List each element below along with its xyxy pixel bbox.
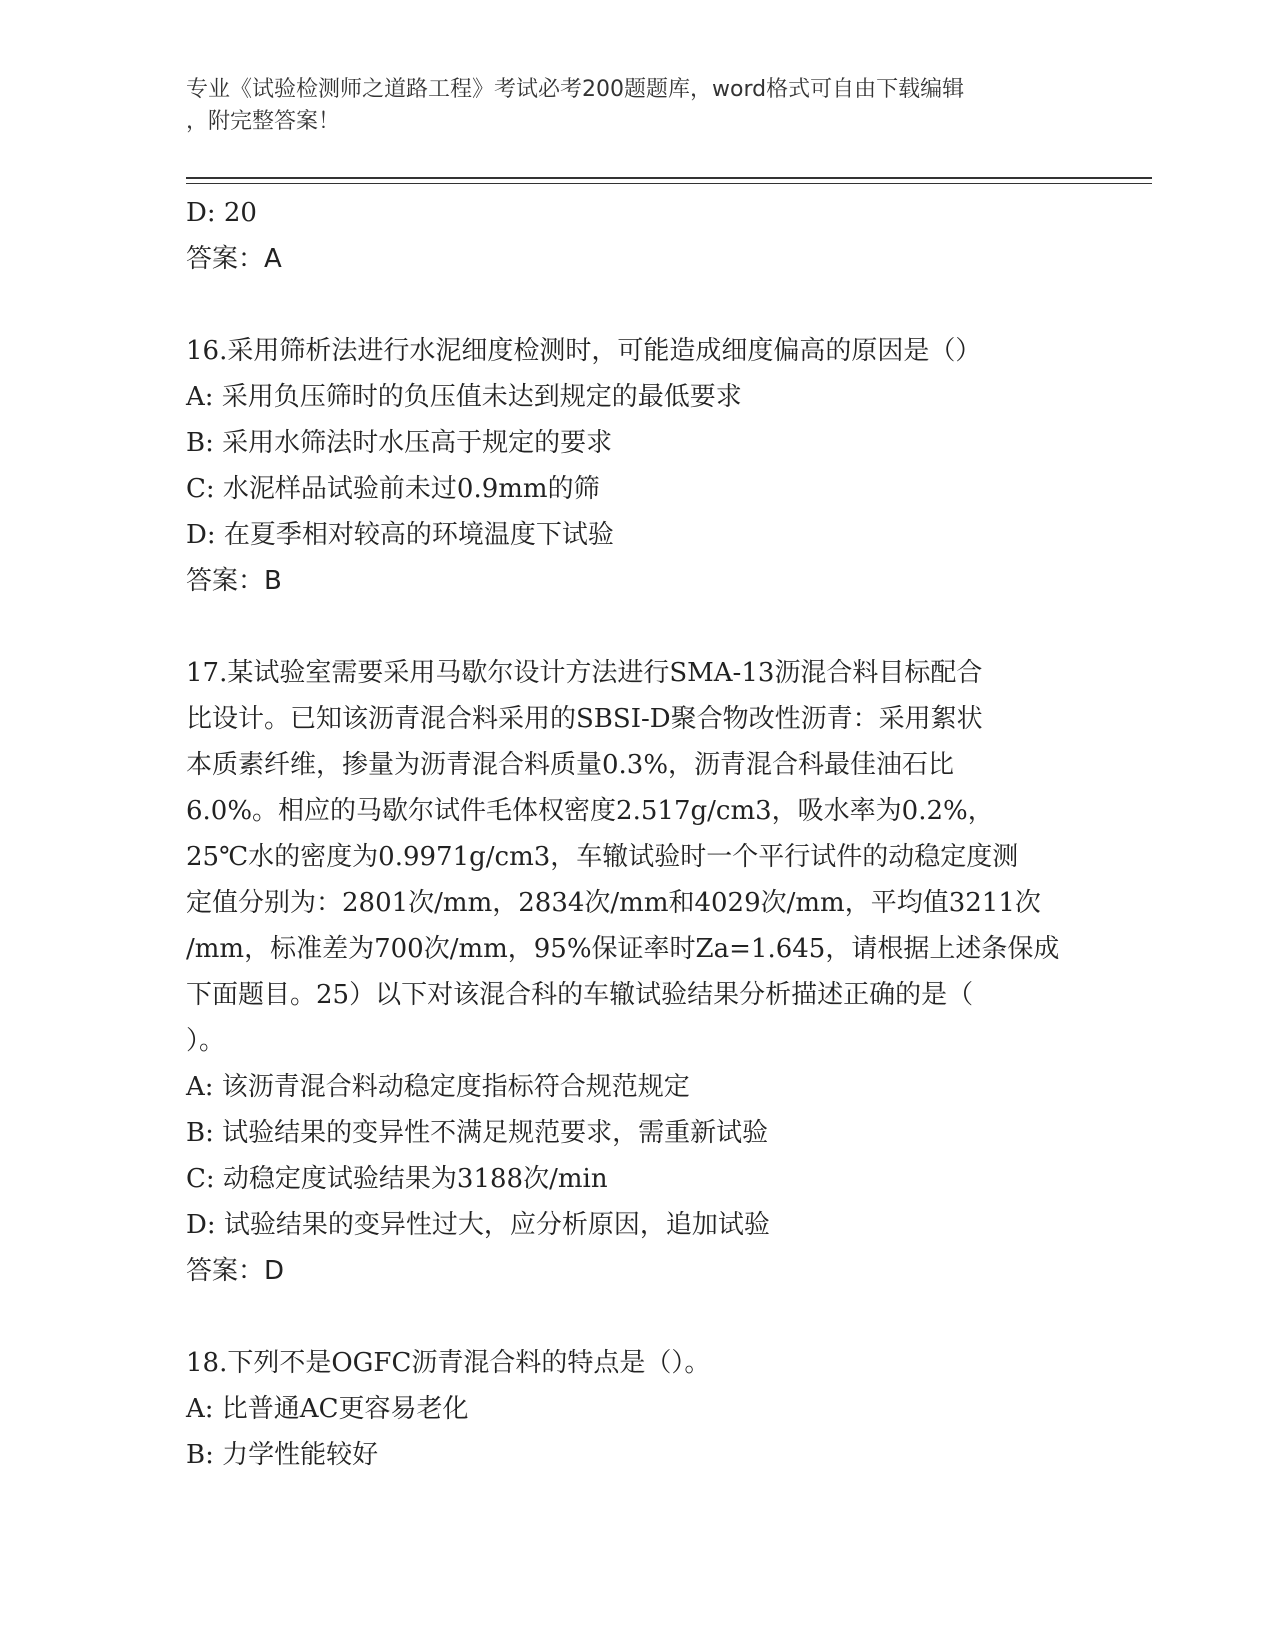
previous-question-tail [186, 190, 1086, 282]
question-stem: 16.采用筛析法进行水泥细度检测时，可能造成细度偏高的原因是（） [186, 336, 982, 366]
spacer [186, 282, 1086, 328]
spacer [186, 604, 1086, 650]
header-divider-thick [186, 177, 1152, 179]
header-title-line-2: ，附完整答案！ [186, 109, 341, 134]
question-stem-line: 25℃水的密度为0.9971g/cm3，车辙试验时一个平行试件的动稳定度测 [186, 842, 1019, 872]
option-d: D: 在夏季相对较高的环境温度下试验 [186, 520, 614, 550]
option-d: D: 试验结果的变异性过大，应分析原因，追加试验 [186, 1210, 770, 1240]
question-stem-line: 17.某试验室需要采用马歇尔设计方法进行SMA-13沥混合料目标配合 [186, 658, 983, 688]
option-a: A: 该沥青混合料动稳定度指标符合规范规定 [186, 1072, 690, 1102]
question-stem-line: 比设计。已知该沥青混合料采用的SBSI-D聚合物改性沥青：采用絮状 [186, 704, 983, 734]
header-title-line-1: 专业《试验检测师之道路工程》考试必考200题题库，word格式可自由下载编辑 [186, 77, 965, 102]
question-stem-line: 本质素纤维，掺量为沥青混合料质量0.3%，沥青混合科最佳油石比 [186, 750, 955, 780]
question-stem: 18.下列不是OGFC沥青混合料的特点是（）。 [186, 1348, 711, 1378]
spacer [186, 1294, 1086, 1340]
option-d: D: 20 [186, 198, 257, 228]
document-body [186, 190, 1086, 1478]
answer-line: 答案：D [186, 1256, 285, 1286]
option-a: A: 比普通AC更容易老化 [186, 1394, 469, 1424]
answer-line: 答案：A [186, 244, 282, 274]
option-b: B: 试验结果的变异性不满足规范要求，需重新试验 [186, 1118, 769, 1148]
document-header [186, 74, 1086, 138]
question-stem-line: 6.0%。相应的马歇尔试件毛体权密度2.517g/cm3，吸水率为0.2%， [186, 796, 994, 826]
option-b: B: 采用水筛法时水压高于规定的要求 [186, 428, 613, 458]
question-17 [186, 650, 1086, 1294]
question-stem-line: /mm，标准差为700次/mm，95%保证率时Za=1.645，请根据上述条保成 [186, 934, 1060, 964]
question-18 [186, 1340, 1086, 1478]
question-16 [186, 328, 1086, 604]
answer-line: 答案：B [186, 566, 282, 596]
question-stem-line: ）。 [186, 1026, 226, 1056]
question-stem-line: 下面题目。25）以下对该混合科的车辙试验结果分析描述正确的是（ [186, 980, 974, 1010]
option-b: B: 力学性能较好 [186, 1440, 379, 1470]
option-c: C: 动稳定度试验结果为3188次/min [186, 1164, 608, 1194]
option-c: C: 水泥样品试验前未过0.9mm的筛 [186, 474, 600, 504]
option-a: A: 采用负压筛时的负压值未达到规定的最低要求 [186, 382, 742, 412]
question-stem-line: 定值分别为：2801次/mm，2834次/mm和4029次/mm，平均值3211次 [186, 888, 1041, 918]
header-divider-thin [186, 183, 1152, 184]
